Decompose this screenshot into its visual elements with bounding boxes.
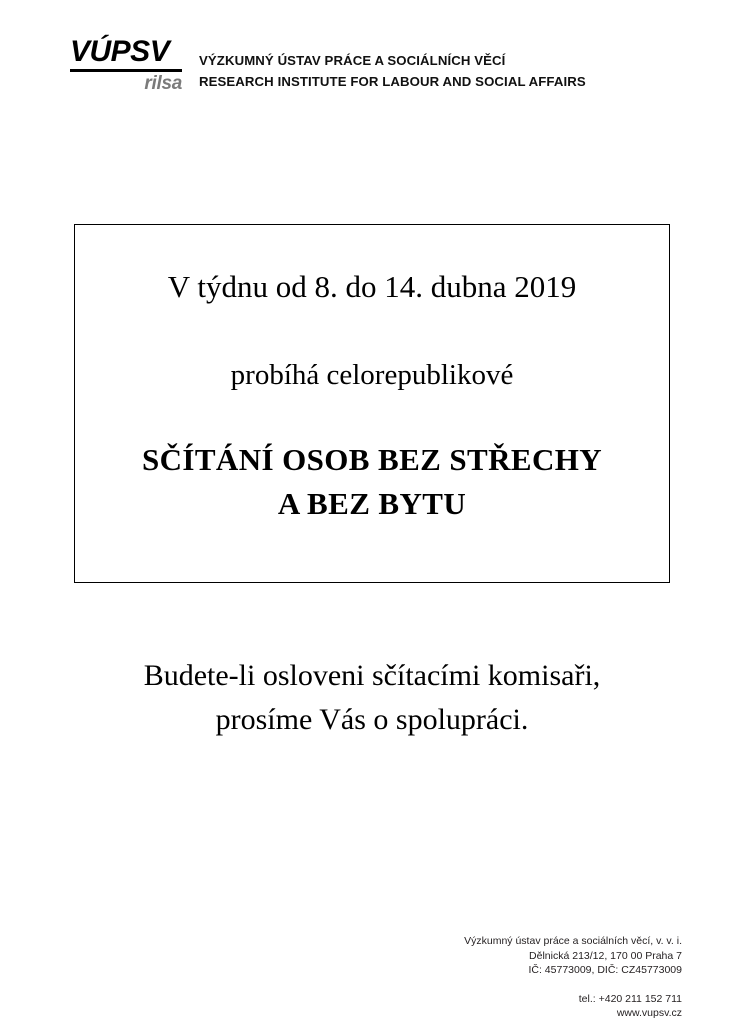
institute-titles [199, 36, 586, 92]
institute-title-english: RESEARCH INSTITUTE FOR LABOUR AND SOCIAL AFFAIRS [199, 74, 586, 89]
announcement-box [74, 224, 670, 583]
footer-address: Dělnická 213/12, 170 00 Praha 7 [529, 949, 682, 962]
announcement-date-line: V týdnu od 8. do 14. dubna 2019 [167, 269, 577, 304]
footer-spacer [464, 978, 682, 992]
announcement-box-content [75, 225, 669, 525]
appeal-line-1: Budete-li osloveni sčítacími komisaři, [143, 659, 601, 692]
cooperation-appeal [74, 654, 670, 742]
footer-website[interactable]: www.vupsv.cz [616, 1007, 682, 1019]
document-header [70, 36, 586, 94]
footer-organization: Výzkumný ústav práce a sociálních věcí, v. v. i. [464, 935, 682, 947]
footer-phone: tel.: +420 211 152 711 [578, 992, 682, 1005]
vupsv-logo [70, 36, 182, 94]
announcement-subtitle-line: probíhá celorepublikové [230, 359, 514, 391]
logo-wordmark-text: VÚPSV [70, 35, 170, 68]
footer-registration-ids: IČ: 45773009, DIČ: CZ45773009 [528, 964, 682, 976]
announcement-headline-line-2: A BEZ BYTU [277, 486, 467, 521]
document-footer [464, 934, 682, 1021]
logo-subword-text: rilsa [144, 73, 182, 94]
announcement-headline-line-1: SČÍTÁNÍ OSOB BEZ STŘECHY [141, 442, 603, 477]
appeal-line-2: prosíme Vás o spolupráci. [215, 703, 529, 736]
institute-title-czech: VÝZKUMNÝ ÚSTAV PRÁCE A SOCIÁLNÍCH VĚCÍ [199, 53, 506, 68]
logo-underline-rule [70, 69, 182, 72]
